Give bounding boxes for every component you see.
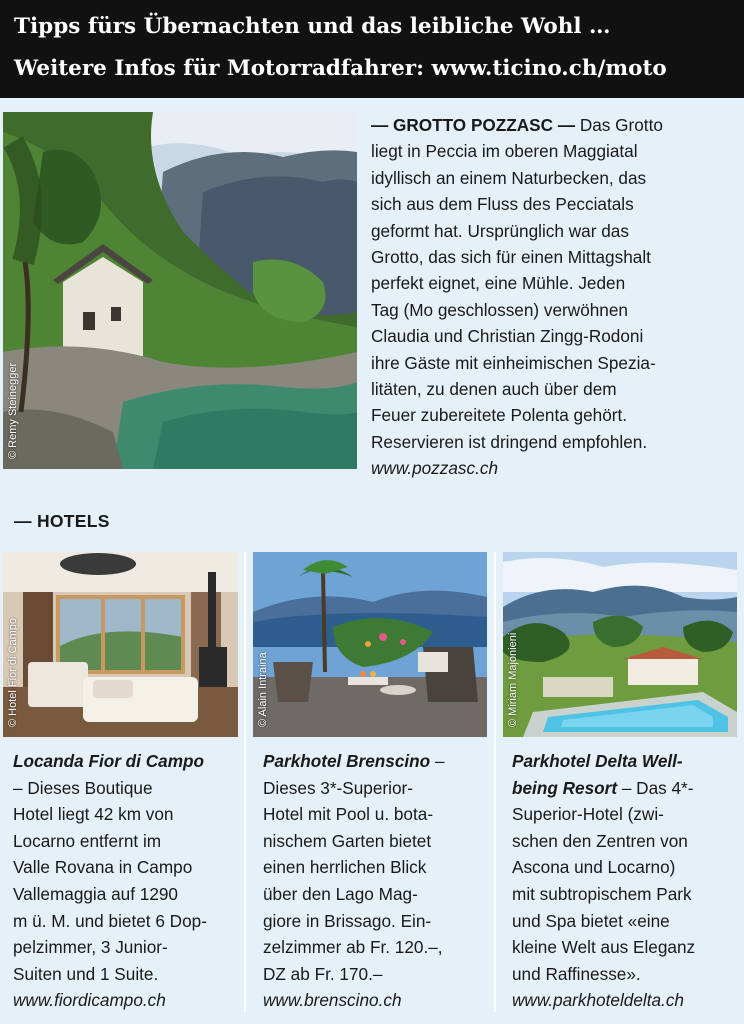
grotto-line: Tag (Mo geschlossen) verwöhnen [371, 299, 628, 320]
hotel-line: nischem Garten bietet [263, 830, 432, 851]
grotto-line: Reservieren ist dringend empfohlen. [371, 431, 648, 452]
grotto-line: Claudia und Christian Zingg-Rodoni [371, 326, 644, 347]
hotel-line: Locarno entfernt im [13, 830, 162, 851]
hotel-line: Hotel mit Pool u. bota- [263, 804, 434, 825]
column-divider [494, 552, 496, 1012]
photo-credit: © Remy Steinegger [7, 362, 19, 459]
hotel-line: kleine Welt aus Eleganz [512, 937, 696, 958]
grotto-article [371, 112, 733, 482]
hotel-line: Ascona und Locarno) [512, 857, 676, 878]
grotto-line: litäten, zu denen auch über dem [371, 379, 617, 400]
hotel-name-cont: being Resort [512, 777, 618, 798]
header-subtitle: Weitere Infos für Motorradfahrer: www.ticino.ch/moto [14, 56, 667, 81]
photo-credit: © Miriam Majonieni [507, 632, 519, 727]
grotto-photo [3, 112, 357, 469]
grotto-line: Das Grotto [579, 115, 663, 135]
hotel-url[interactable]: www.parkhoteldelta.ch [512, 990, 684, 1011]
hotel-name: Parkhotel Brenscino [263, 751, 431, 771]
hotel-line: zelzimmer ab Fr. 120.–, [263, 937, 443, 958]
hotel-name-suffix: – Das 4*- [617, 777, 694, 798]
grotto-line: sich aus dem Fluss des Pecciatals [371, 194, 634, 215]
hotel-line: einen herrlichen Blick [263, 857, 427, 878]
hotel-line: Dieses 3*-Superior- [263, 777, 413, 798]
grotto-line: liegt in Peccia im oberen Maggiatal [371, 141, 638, 162]
photo-credit: © Hotel Fior di Campo [7, 618, 19, 727]
grotto-title: — GROTTO POZZASC — [371, 115, 576, 135]
hotel-line: über den Lago Mag- [263, 883, 418, 904]
grotto-line: Feuer zubereitete Polenta gehört. [371, 405, 628, 426]
hotel-name: Parkhotel Delta Well- [512, 751, 683, 771]
hotel-name: Locanda Fior di Campo [13, 751, 204, 771]
hotel-line: Vallemaggia auf 1290 [13, 883, 178, 904]
hotels-heading: — HOTELS [14, 511, 110, 531]
hotel-line: pelzimmer, 3 Junior- [13, 937, 168, 958]
hotel-article-brenscino [263, 748, 491, 1014]
hotel-url[interactable]: www.brenscino.ch [263, 990, 402, 1011]
hotel-line: Hotel liegt 42 km von [13, 804, 174, 825]
hotel-line: und Spa bietet «eine [512, 910, 670, 931]
hotel-line: Suiten und 1 Suite. [13, 963, 159, 984]
hotel-line: Valle Rovana in Campo [13, 857, 193, 878]
hotel-url[interactable]: www.fiordicampo.ch [13, 990, 166, 1011]
grotto-line: perfekt eignet, eine Mühle. Jeden [371, 273, 626, 294]
grotto-url[interactable]: www.pozzasc.ch [371, 458, 499, 479]
hotel-line: m ü. M. und bietet 6 Dop- [13, 910, 207, 931]
grotto-line: geformt hat. Ursprünglich war das [371, 220, 629, 241]
hotel-photo-fior-di-campo [3, 552, 238, 737]
grotto-line: ihre Gäste mit einheimischen Spezia- [371, 352, 656, 373]
hotel-line: schen den Zentren von [512, 830, 688, 851]
header-title: Tipps fürs Übernachten und das leibliche Wohl … [14, 14, 611, 39]
grotto-line: idyllisch an einem Naturbecken, das [371, 167, 647, 188]
header-banner [0, 0, 744, 98]
grotto-line: Grotto, das sich für einen Mittagshalt [371, 247, 651, 268]
hotel-photo-delta [503, 552, 737, 737]
hotel-line: mit subtropischem Park [512, 883, 692, 904]
hotel-photo-brenscino [253, 552, 487, 737]
hotel-line: DZ ab Fr. 170.– [263, 963, 383, 984]
hotel-article-fior-di-campo [13, 748, 241, 1014]
hotel-line: und Raffinesse». [512, 963, 641, 984]
hotel-article-delta [512, 748, 740, 1014]
photo-credit: © Alain Intraina [257, 652, 269, 727]
hotel-line: – Dieses Boutique [13, 777, 153, 798]
hotel-line: giore in Brissago. Ein- [263, 910, 432, 931]
hotel-name-suffix: – [430, 751, 445, 771]
hotel-line: Superior-Hotel (zwi- [512, 804, 664, 825]
column-divider [244, 552, 246, 1012]
